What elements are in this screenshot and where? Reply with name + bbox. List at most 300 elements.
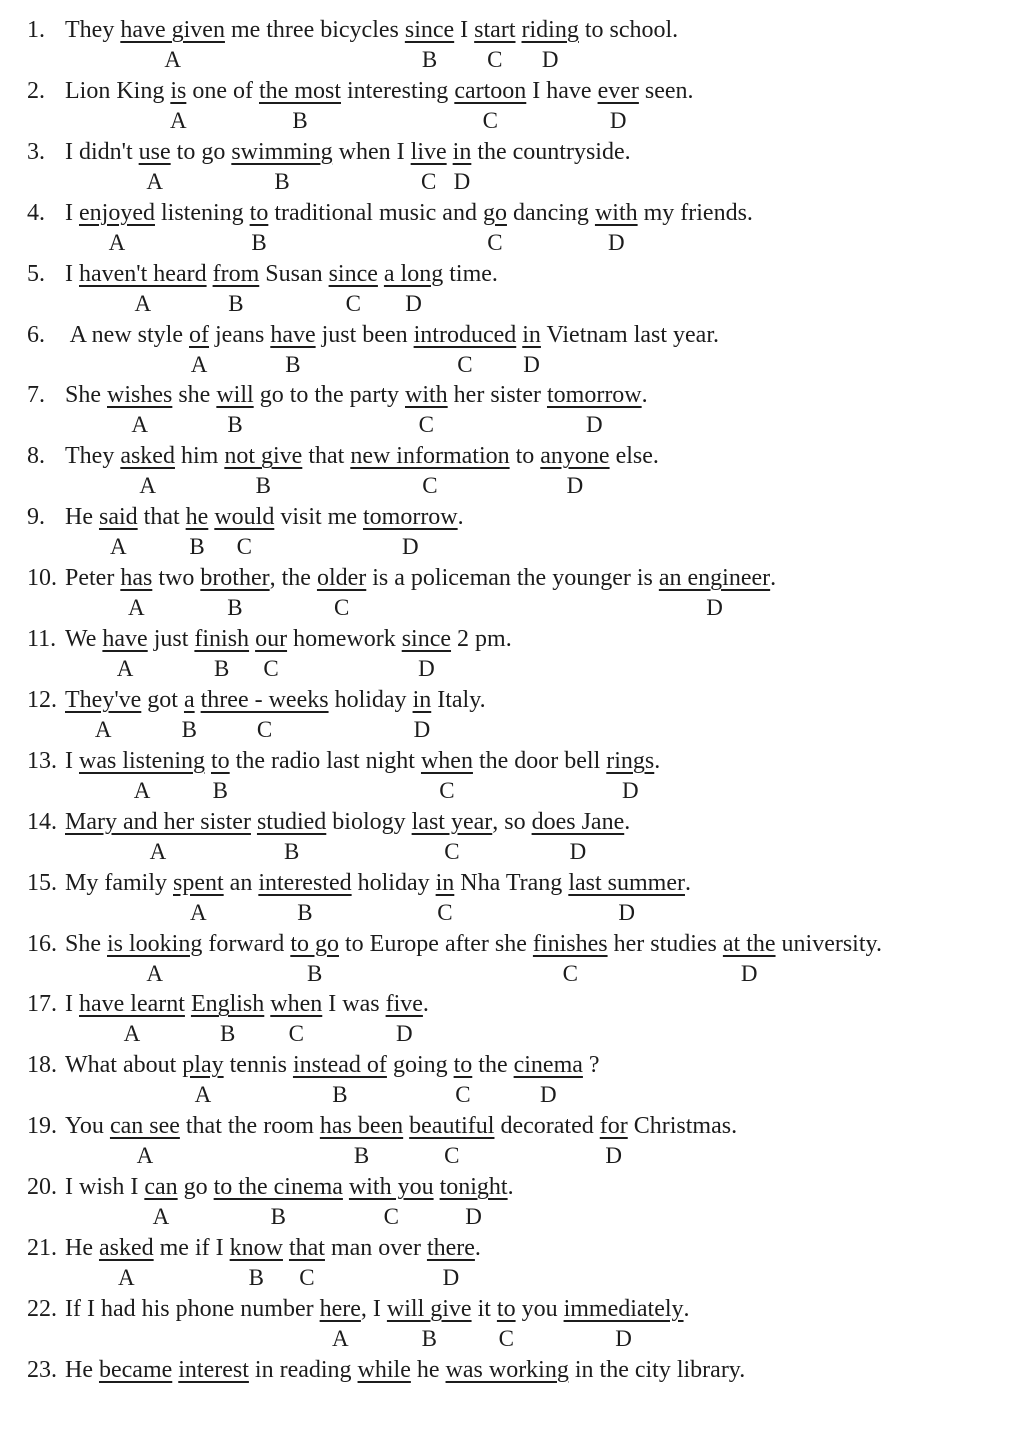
text-segment <box>274 503 363 531</box>
question-number: 21. <box>27 1235 57 1261</box>
segment-text: know <box>229 1235 283 1261</box>
question-number: 12. <box>27 686 57 713</box>
option-label-a: A <box>139 473 156 499</box>
text-segment <box>431 686 485 714</box>
segment-text: He <box>65 1356 99 1383</box>
option-label-a: A <box>152 1204 170 1230</box>
option-label-d: D <box>418 656 435 681</box>
underlined-segment <box>120 16 225 72</box>
option-label-a: A <box>190 351 208 377</box>
segment-text: asked <box>98 1235 154 1261</box>
question-text <box>65 1295 690 1351</box>
option-label-b: B <box>227 412 243 438</box>
option-label-b: B <box>285 351 301 377</box>
segment-text: tomorrow <box>546 382 642 409</box>
option-label-d: D <box>402 534 419 560</box>
option-label-d: D <box>442 1265 460 1290</box>
segment-text: listening <box>154 199 250 226</box>
question-number: 17. <box>27 991 57 1018</box>
segment-text: have given <box>120 17 225 43</box>
option-label-b: B <box>181 716 197 742</box>
text-segment <box>361 1295 387 1323</box>
question-number: 8. <box>27 443 45 470</box>
underlined-segment <box>722 930 776 986</box>
text-segment <box>316 321 414 349</box>
segment-text: there <box>426 1235 475 1261</box>
text-segment <box>155 199 250 227</box>
segment-text: got <box>141 686 184 713</box>
text-segment <box>471 138 630 166</box>
text-segment <box>259 260 328 288</box>
underlined-segment <box>259 77 341 133</box>
text-segment <box>494 1112 599 1140</box>
underlined-segment <box>540 442 610 499</box>
segment-text: , I <box>360 1295 387 1322</box>
underlined-segment <box>173 869 224 925</box>
underlined-segment <box>200 686 329 742</box>
option-label-c: C <box>562 960 578 986</box>
text-segment <box>171 138 232 166</box>
option-label-d: D <box>541 47 559 72</box>
option-label-c: C <box>263 656 279 681</box>
segment-text: in <box>412 686 432 713</box>
segment-text: is a policeman the younger is <box>366 565 659 592</box>
option-label-b: B <box>212 777 228 803</box>
segment-text: has <box>120 565 153 592</box>
segment-text: Peter <box>65 565 121 592</box>
segment-text: the door bell <box>472 747 607 774</box>
underlined-segment <box>109 1112 180 1169</box>
segment-text: to go <box>170 138 232 165</box>
underlined-segment <box>362 503 458 560</box>
underlined-segment <box>594 199 638 255</box>
option-label-a: A <box>133 777 151 803</box>
question-text <box>65 77 694 133</box>
underlined-segment <box>358 1356 411 1384</box>
underlined-segment <box>79 990 185 1047</box>
underlined-segment <box>383 260 444 316</box>
text-segment <box>180 1112 320 1140</box>
segment-text: older <box>316 565 367 592</box>
text-segment <box>225 16 405 44</box>
segment-text: when I <box>332 138 411 165</box>
underlined-segment <box>454 77 527 133</box>
question-number: 7. <box>27 382 45 409</box>
text-segment <box>472 1051 513 1079</box>
underlined-segment <box>546 381 642 438</box>
segment-text: man over <box>324 1235 427 1261</box>
underlined-segment <box>404 16 455 72</box>
option-label-d: D <box>569 838 587 864</box>
segment-text: the radio last night <box>229 747 421 774</box>
option-label-a: A <box>134 290 152 316</box>
segment-text: start <box>474 17 516 43</box>
underlined-segment <box>405 381 448 438</box>
text-segment <box>175 442 224 470</box>
text-segment <box>65 625 102 653</box>
segment-text: to <box>249 199 269 226</box>
option-label-b: B <box>228 290 244 316</box>
text-segment <box>443 260 498 288</box>
underlined-segment <box>401 625 452 681</box>
underlined-segment <box>185 503 209 560</box>
underlined-segment <box>120 564 153 621</box>
segment-text: ? <box>582 1052 600 1079</box>
question-text <box>65 930 882 986</box>
question-number: 10. <box>27 565 57 592</box>
text-segment <box>448 381 547 409</box>
text-segment <box>65 869 173 897</box>
segment-text: while <box>357 1356 411 1383</box>
underlined-segment <box>194 625 250 681</box>
text-segment <box>172 381 216 409</box>
underlined-segment <box>200 564 270 621</box>
segment-text: brother <box>200 565 270 592</box>
option-label-b: B <box>214 656 230 681</box>
segment-text: instead of <box>292 1052 387 1079</box>
segment-text: rings <box>606 747 655 774</box>
segment-text: She <box>65 382 107 409</box>
segment-text: was working <box>445 1356 569 1383</box>
option-label-a: A <box>164 47 181 72</box>
segment-text: since <box>404 17 455 43</box>
option-label-a: A <box>123 1021 141 1047</box>
underlined-segment <box>98 503 138 560</box>
underlined-segment <box>474 16 516 72</box>
underlined-segment <box>270 321 316 377</box>
text-segment <box>472 1295 497 1323</box>
question-number: 9. <box>27 504 45 531</box>
text-segment <box>329 686 413 714</box>
segment-text: Nha Trang <box>454 869 569 896</box>
segment-text: swimming <box>231 138 333 165</box>
underlined-segment <box>102 625 148 681</box>
text-segment <box>224 869 259 897</box>
underlined-segment <box>256 808 327 864</box>
option-label-c: C <box>236 534 252 560</box>
segment-text: I <box>65 199 79 226</box>
segment-text: that the room <box>179 1113 320 1140</box>
segment-text: biology <box>326 808 412 835</box>
segment-text: has been <box>319 1113 404 1140</box>
option-label-c: C <box>418 412 434 438</box>
underlined-segment <box>170 77 187 133</box>
option-label-b: B <box>292 107 308 133</box>
segment-text: in <box>522 321 541 348</box>
question-number: 5. <box>27 260 45 287</box>
text-segment <box>610 442 659 470</box>
text-segment <box>302 442 350 470</box>
segment-text: use <box>138 138 171 165</box>
question-text <box>65 1356 745 1384</box>
question-text <box>65 503 464 560</box>
segment-text: I wish I <box>65 1174 145 1201</box>
option-label-a: A <box>170 107 187 133</box>
underlined-segment <box>385 990 423 1047</box>
segment-text: 2 pm. <box>451 626 512 652</box>
segment-text: going <box>386 1052 454 1079</box>
text-segment <box>152 564 200 592</box>
question-number: 11. <box>27 626 57 652</box>
segment-text: . <box>474 1235 481 1261</box>
text-segment <box>65 260 79 288</box>
segment-text: traditional music and <box>268 199 483 226</box>
text-segment <box>387 1051 454 1079</box>
option-label-b: B <box>248 1265 264 1290</box>
option-label-a: A <box>146 960 163 986</box>
option-label-c: C <box>444 1143 460 1169</box>
text-segment <box>325 1234 427 1262</box>
segment-text: . <box>684 869 691 896</box>
underlined-segment <box>658 564 771 621</box>
segment-text: that <box>288 1235 325 1261</box>
segment-text: holiday <box>351 869 436 896</box>
underlined-segment <box>532 930 608 986</box>
segment-text: he <box>410 1356 446 1383</box>
option-label-d: D <box>706 595 723 621</box>
segment-text: finishes <box>532 930 608 957</box>
question-text <box>65 625 512 681</box>
option-label-a: A <box>108 229 126 255</box>
option-label-d: D <box>453 168 471 194</box>
underlined-segment <box>563 1295 684 1351</box>
question-text <box>65 686 486 742</box>
option-label-b: B <box>227 595 243 621</box>
underlined-segment <box>212 260 260 316</box>
segment-text: when <box>270 991 323 1018</box>
underlined-segment <box>411 808 493 864</box>
segment-text: I was <box>322 991 386 1018</box>
question-text <box>65 564 777 621</box>
underlined-segment <box>386 1295 472 1351</box>
segment-text: can <box>144 1174 178 1201</box>
segment-text: in <box>435 869 455 896</box>
segment-text: finish <box>194 626 250 652</box>
segment-text: tonight <box>439 1174 508 1201</box>
option-label-c: C <box>444 838 460 864</box>
underlined-segment <box>98 1234 154 1290</box>
underlined-segment <box>99 1356 172 1384</box>
option-label-a: A <box>128 595 145 621</box>
segment-text: . <box>654 747 661 774</box>
segment-text: Mary and her sister <box>65 808 251 835</box>
segment-text: three - weeks <box>200 686 329 713</box>
segment-text: not give <box>224 443 303 470</box>
text-segment <box>770 564 776 592</box>
underlined-segment <box>599 1112 628 1169</box>
segment-text: in <box>452 138 472 165</box>
segment-text: visit me <box>274 504 363 531</box>
text-segment <box>411 1356 446 1384</box>
segment-text: to go <box>290 930 339 957</box>
segment-text: riding <box>521 17 579 43</box>
underlined-segment <box>182 1051 224 1108</box>
segment-text: interest <box>178 1356 249 1383</box>
question-number: 1. <box>27 17 45 43</box>
segment-text: Vietnam last year. <box>540 321 719 348</box>
segment-text: a <box>183 686 195 713</box>
underlined-segment <box>107 930 203 986</box>
segment-text: an <box>223 869 259 896</box>
text-segment <box>65 1173 144 1201</box>
underlined-segment <box>412 686 432 742</box>
segment-text: I have <box>526 77 598 104</box>
segment-text: cinema <box>513 1052 583 1079</box>
segment-text: A new style <box>65 321 189 348</box>
segment-text: is <box>170 77 187 104</box>
segment-text: new information <box>350 443 510 470</box>
segment-text: He <box>65 1235 99 1261</box>
text-segment <box>473 747 606 775</box>
underlined-segment <box>319 1295 361 1351</box>
text-segment <box>209 321 270 349</box>
segment-text: ever <box>597 77 639 104</box>
underlined-segment <box>452 138 472 194</box>
segment-text: She <box>65 930 107 957</box>
underlined-segment <box>513 1051 583 1108</box>
segment-text: will give <box>386 1295 472 1322</box>
text-segment <box>333 138 411 166</box>
segment-text: He <box>65 504 99 531</box>
segment-text: was listening <box>79 747 205 774</box>
text-segment <box>510 442 541 470</box>
option-label-d: D <box>523 351 540 377</box>
option-label-b: B <box>251 229 267 255</box>
question-number: 19. <box>27 1113 57 1140</box>
underlined-segment <box>316 564 367 621</box>
segment-text: with you <box>348 1174 434 1201</box>
option-label-c: C <box>420 168 437 194</box>
option-label-c: C <box>288 1021 304 1047</box>
text-segment <box>423 990 429 1018</box>
text-segment <box>339 930 533 958</box>
segment-text: jeans <box>209 321 271 348</box>
segment-text: I didn't <box>65 138 139 165</box>
text-segment <box>583 1051 600 1079</box>
underlined-segment <box>568 869 685 925</box>
option-label-d: D <box>566 473 584 499</box>
underlined-segment <box>496 1295 516 1351</box>
segment-text: play <box>182 1052 224 1079</box>
underlined-segment <box>348 1173 434 1230</box>
text-segment <box>326 808 411 836</box>
text-segment <box>65 930 107 958</box>
option-label-a: A <box>194 1082 212 1108</box>
segment-text: time. <box>443 260 498 287</box>
underlined-segment <box>65 808 251 864</box>
text-segment <box>268 199 483 227</box>
option-label-c: C <box>457 351 473 377</box>
segment-text: to the cinema <box>213 1174 343 1201</box>
question-number: 14. <box>27 808 57 835</box>
underlined-segment <box>435 869 455 925</box>
segment-text: can see <box>109 1113 180 1140</box>
underlined-segment <box>258 869 352 925</box>
underlined-segment <box>410 138 447 194</box>
option-label-c: C <box>383 1204 399 1230</box>
question-number: 16. <box>27 930 57 957</box>
underlined-segment <box>79 747 205 803</box>
option-label-c: C <box>256 716 273 742</box>
segment-text: my friends. <box>637 199 753 226</box>
segment-text: My family <box>65 869 173 896</box>
option-label-c: C <box>439 777 455 803</box>
segment-text: . <box>457 504 464 531</box>
question-text <box>65 199 753 255</box>
segment-text: have learnt <box>79 991 185 1018</box>
option-label-a: A <box>131 412 148 438</box>
underlined-segment <box>181 686 197 742</box>
option-label-a: A <box>331 1325 349 1351</box>
text-segment <box>352 869 436 897</box>
question-text <box>65 808 631 864</box>
option-label-c: C <box>487 47 503 72</box>
option-label-b: B <box>189 534 205 560</box>
text-segment <box>186 77 259 105</box>
text-segment <box>230 747 421 775</box>
underlined-segment <box>120 442 175 499</box>
option-label-d: D <box>740 960 758 986</box>
question-text <box>65 1112 738 1169</box>
segment-text: decorated <box>494 1113 600 1140</box>
text-segment <box>65 1051 182 1079</box>
option-label-b: B <box>270 1204 286 1230</box>
underlined-segment <box>531 808 625 864</box>
segment-text: to <box>496 1295 516 1322</box>
option-label-d: D <box>586 412 603 438</box>
option-label-b: B <box>283 838 300 864</box>
segment-text: for <box>599 1113 628 1140</box>
segment-text: last year <box>411 808 493 835</box>
option-label-d: D <box>539 1082 557 1108</box>
segment-text: to <box>509 443 541 470</box>
option-label-d: D <box>609 107 627 133</box>
segment-text: to <box>211 747 230 774</box>
segment-text: They <box>65 17 121 43</box>
text-segment <box>569 1356 745 1384</box>
text-segment <box>65 564 120 592</box>
option-label-a: A <box>116 656 134 681</box>
segment-text: go to the party <box>253 382 405 409</box>
question-text <box>65 442 659 499</box>
underlined-segment <box>138 138 171 194</box>
option-label-a: A <box>94 716 112 742</box>
segment-text: just been <box>315 321 414 348</box>
underlined-segment <box>521 16 579 72</box>
segment-text: would <box>214 504 275 531</box>
segment-text: Lion King <box>65 77 171 104</box>
text-segment <box>516 1295 564 1323</box>
segment-text: go <box>177 1174 214 1201</box>
segment-text: since <box>401 626 452 652</box>
text-segment <box>458 503 464 531</box>
option-label-a: A <box>136 1143 154 1169</box>
question-number: 18. <box>27 1052 57 1079</box>
option-label-b: B <box>219 1021 236 1047</box>
segment-text: forward <box>202 930 291 957</box>
segment-text: Susan <box>259 260 329 287</box>
question-text <box>65 747 661 803</box>
text-segment <box>541 321 719 349</box>
text-segment <box>451 625 512 653</box>
segment-text: at the <box>722 930 776 957</box>
segment-text: last summer <box>568 869 685 896</box>
segment-text: the countryside. <box>471 138 631 165</box>
underlined-segment <box>453 1051 473 1108</box>
option-label-a: A <box>110 534 127 560</box>
underlined-segment <box>426 1234 475 1290</box>
segment-text: cartoon <box>454 77 527 104</box>
